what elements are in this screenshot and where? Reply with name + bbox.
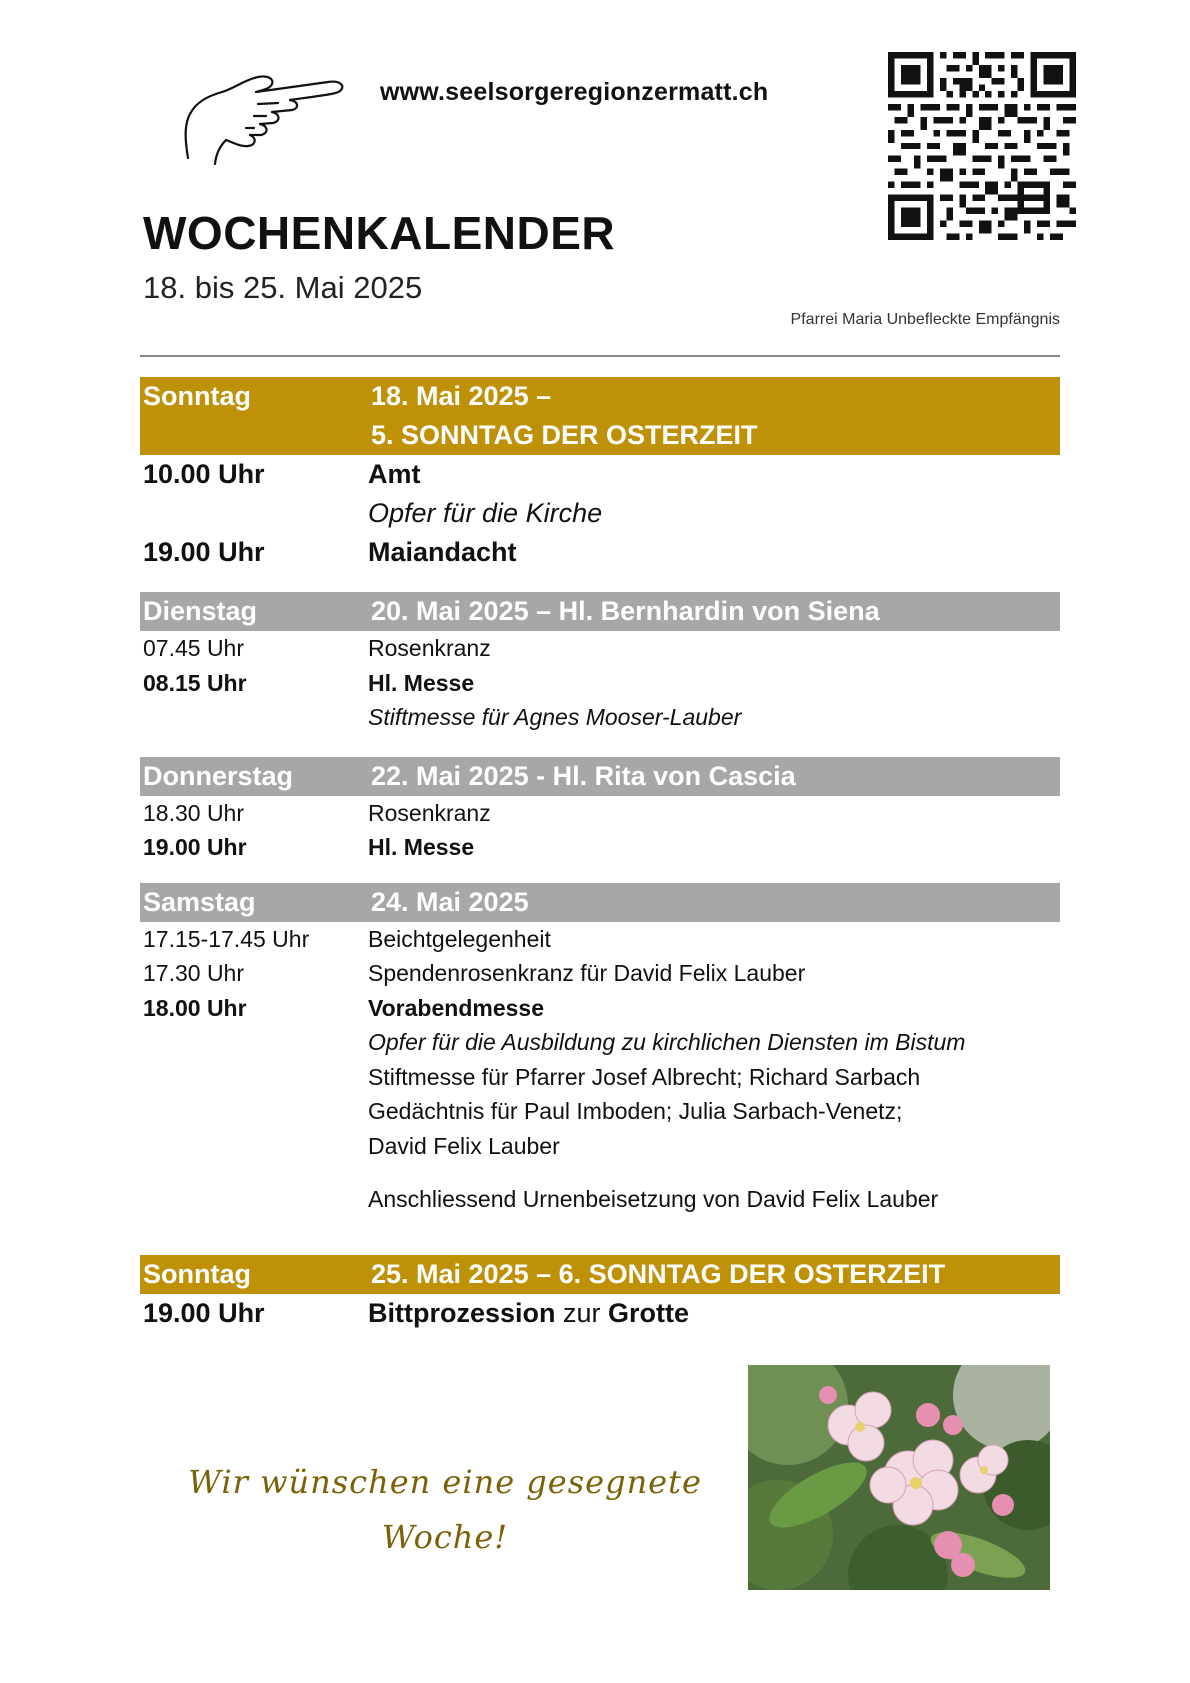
- apple-blossom-photo: [748, 1365, 1050, 1590]
- event-text: Anschliessend Urnenbeisetzung von David Felix Lauber: [368, 1186, 939, 1212]
- event-row: [140, 1060, 1060, 1095]
- event-row: [140, 1294, 1060, 1333]
- page-title: WOCHENKALENDER: [143, 207, 616, 259]
- parish-name: Pfarrei Maria Unbefleckte Empfängnis: [790, 311, 1060, 328]
- event-text: Gedächtnis für Paul Imboden; Julia Sarbach-Venetz;: [368, 1098, 903, 1124]
- pointing-hand-icon: [180, 70, 350, 165]
- event-text: David Felix Lauber: [368, 1132, 560, 1159]
- event-title: Maiandacht: [368, 537, 517, 567]
- event-time: 17.30 Uhr: [143, 960, 245, 986]
- day-description: 22. Mai 2025 - Hl. Rita von Cascia: [371, 760, 796, 791]
- event-row: [140, 1025, 1060, 1060]
- event-row: [140, 1129, 1060, 1164]
- event-row: [140, 1182, 1060, 1217]
- event-title: Beichtgelegenheit: [368, 925, 551, 952]
- day-name: Sonntag: [143, 381, 251, 411]
- event-row: [140, 700, 1060, 735]
- event-row: [140, 455, 1060, 494]
- event-title: [368, 1294, 1060, 1333]
- day-description-line: 18. Mai 2025 –: [371, 381, 552, 411]
- event-note: Stiftmesse für Agnes Mooser-Lauber: [368, 704, 742, 730]
- week-calendar: [140, 377, 1060, 1333]
- event-row: [140, 533, 1060, 572]
- date-range: 18. bis 25. Mai 2025: [143, 270, 423, 305]
- blessing-line: Woche!: [381, 1518, 509, 1556]
- event-row: [140, 991, 1060, 1026]
- event-title: Rosenkranz: [368, 799, 491, 826]
- event-title-part: Grotte: [608, 1297, 690, 1328]
- event-title: Hl. Messe: [368, 669, 475, 696]
- qr-code-icon: [888, 52, 1076, 240]
- event-time: 10.00 Uhr: [143, 459, 265, 489]
- day-name: Donnerstag: [143, 760, 294, 791]
- event-row: [140, 631, 1060, 666]
- event-title: Rosenkranz: [368, 635, 491, 661]
- event-time: 19.00 Uhr: [143, 537, 265, 567]
- event-row: [140, 1094, 1060, 1129]
- event-row: [140, 830, 1060, 865]
- event-title-part: zur: [555, 1297, 609, 1328]
- blessing-line: Wir wünschen eine gesegnete: [188, 1463, 702, 1501]
- event-time: 19.00 Uhr: [143, 834, 247, 860]
- divider: [140, 355, 1060, 357]
- event-row: [140, 666, 1060, 701]
- day-description: 20. Mai 2025 – Hl. Bernhardin von Siena: [371, 596, 880, 626]
- event-note: Opfer für die Kirche: [368, 498, 603, 528]
- event-time: 08.15 Uhr: [143, 669, 247, 696]
- event-row: [140, 956, 1060, 991]
- event-time: 18.00 Uhr: [143, 994, 247, 1021]
- event-time: 17.15-17.45 Uhr: [143, 925, 310, 952]
- day-header-thursday: [140, 757, 1060, 796]
- event-title: Vorabendmesse: [368, 994, 544, 1021]
- day-description: 24. Mai 2025: [371, 886, 529, 917]
- day-name: Samstag: [143, 886, 256, 917]
- event-time: 19.00 Uhr: [143, 1297, 265, 1328]
- event-title: Amt: [368, 459, 421, 489]
- event-title-part: Bittprozession: [368, 1297, 556, 1328]
- day-name: Dienstag: [143, 596, 258, 626]
- event-title: Spendenrosenkranz für David Felix Lauber: [368, 960, 806, 986]
- day-description: 25. Mai 2025 – 6. SONNTAG DER OSTERZEIT: [371, 1258, 946, 1289]
- day-name: Sonntag: [143, 1258, 251, 1289]
- event-time: 07.45 Uhr: [143, 635, 245, 661]
- event-row: [140, 796, 1060, 831]
- event-row: [140, 922, 1060, 957]
- event-note: Opfer für die Ausbildung zu kirchlichen Diensten im Bistum: [368, 1029, 966, 1055]
- day-header-tuesday: [140, 592, 1060, 631]
- day-header-saturday: [140, 883, 1060, 922]
- event-row: [140, 494, 1060, 533]
- event-title: Hl. Messe: [368, 834, 475, 860]
- blessing-text: [180, 1455, 710, 1565]
- event-time: 18.30 Uhr: [143, 799, 245, 826]
- event-text: Stiftmesse für Pfarrer Josef Albrecht; Richard Sarbach: [368, 1063, 921, 1090]
- day-header-sunday-18: [140, 377, 1060, 455]
- website-link[interactable]: www.seelsorgeregionzermatt.ch: [380, 78, 769, 106]
- day-description: [371, 377, 1060, 455]
- day-description-line: 5. SONNTAG DER OSTERZEIT: [371, 420, 758, 450]
- day-header-sunday-25: [140, 1255, 1060, 1294]
